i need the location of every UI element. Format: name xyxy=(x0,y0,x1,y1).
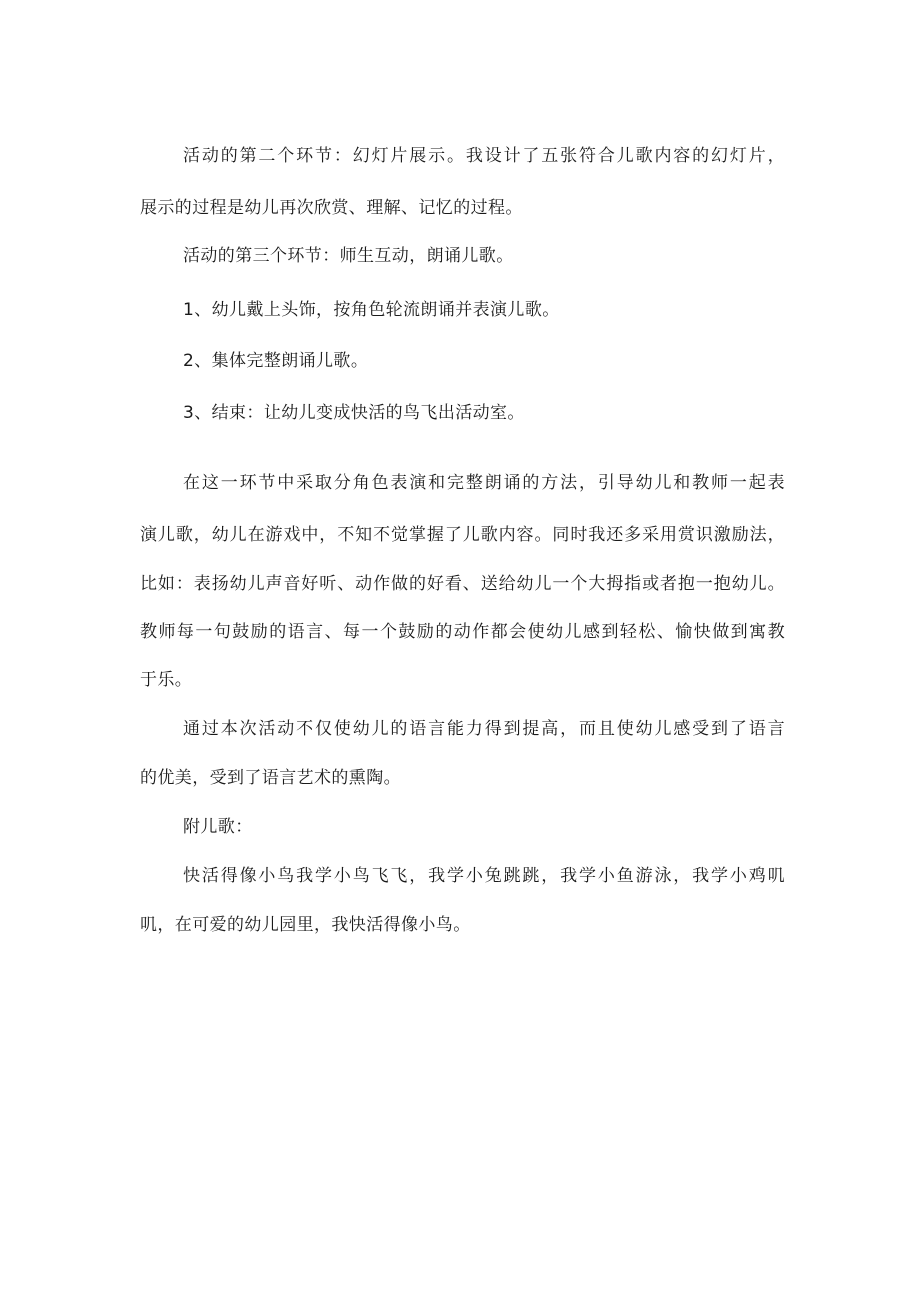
paragraph-line: 活动的第二个环节：幻灯片展示。我设计了五张符合儿歌内容的幻灯片， xyxy=(183,146,785,166)
paragraph-line: 于乐。 xyxy=(140,670,193,690)
paragraph-line: 的优美，受到了语言艺术的熏陶。 xyxy=(140,768,401,788)
step-item: 2、集体完整朗诵儿歌。 xyxy=(183,351,369,371)
paragraph-line: 活动的第三个环节：师生互动，朗诵儿歌。 xyxy=(183,246,514,266)
paragraph-line: 演儿歌，幼儿在游戏中，不知不觉掌握了儿歌内容。同时我还多采用赏识激励法， xyxy=(140,525,785,545)
paragraph-line: 教师每一句鼓励的语言、每一个鼓励的动作都会使幼儿感到轻松、愉快做到寓教 xyxy=(140,622,785,642)
step-item: 1、幼儿戴上头饰，按角色轮流朗诵并表演儿歌。 xyxy=(183,300,560,320)
step-item: 3、结束：让幼儿变成快活的鸟飞出活动室。 xyxy=(183,403,525,423)
song-line: 叽，在可爱的幼儿园里，我快活得像小鸟。 xyxy=(140,915,471,935)
song-line: 快活得像小鸟我学小鸟飞飞，我学小兔跳跳，我学小鱼游泳，我学小鸡叽 xyxy=(183,866,785,886)
paragraph-line: 通过本次活动不仅使幼儿的语言能力得到提高，而且使幼儿感受到了语言 xyxy=(183,719,785,739)
paragraph-line: 比如：表扬幼儿声音好听、动作做的好看、送给幼儿一个大拇指或者抱一抱幼儿。 xyxy=(140,574,785,594)
paragraph-line: 在这一环节中采取分角色表演和完整朗诵的方法，引导幼儿和教师一起表 xyxy=(183,473,785,493)
paragraph-line: 展示的过程是幼儿再次欣赏、理解、记忆的过程。 xyxy=(140,198,523,218)
appendix-label: 附儿歌： xyxy=(183,817,253,837)
